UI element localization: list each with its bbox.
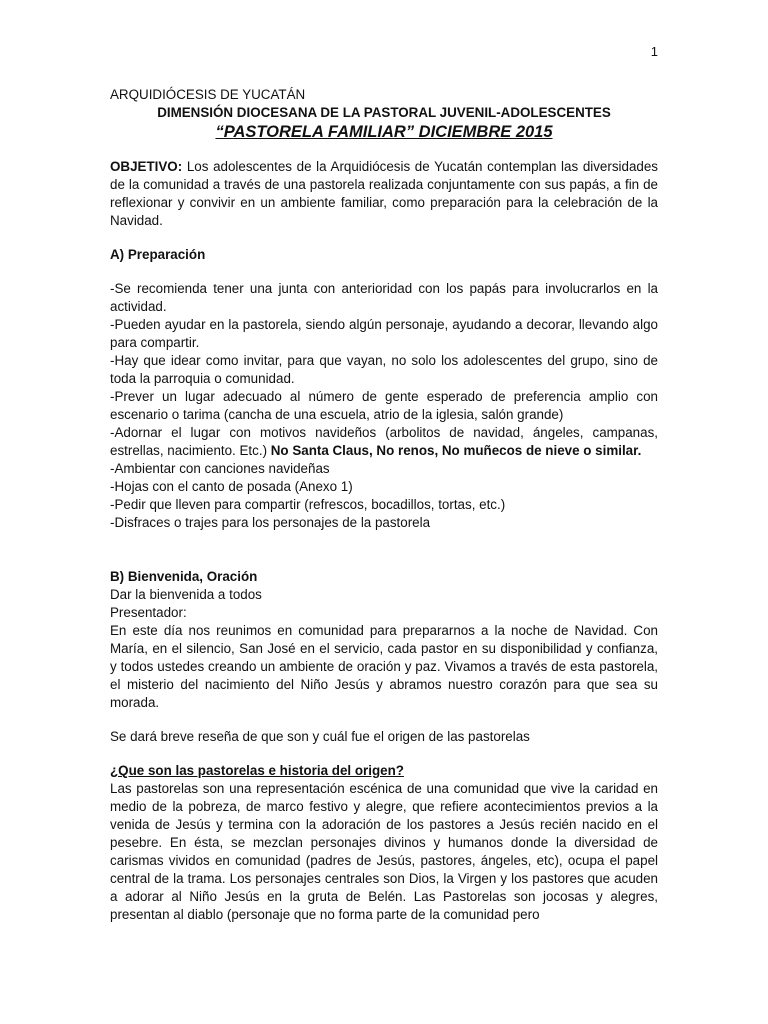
list-item: -Prever un lugar adecuado al número de gente esperado de preferencia amplio con escenario o tarima (cancha de una escuela, atrio de la iglesia, salón grande): [110, 389, 658, 422]
presenter-line: Presentador:: [110, 605, 187, 620]
list-item: -Pueden ayudar en la pastorela, siendo algún personaje, ayudando a decorar, llevando algo para compartir.: [110, 317, 658, 350]
section-b-heading: B) Bienvenida, Oración: [110, 569, 258, 584]
decor-item-bold: No Santa Claus, No renos, No muñecos de nieve o similar.: [270, 443, 642, 458]
welcome-line: Dar la bienvenida a todos: [110, 587, 262, 602]
section-c-heading: ¿Que son las pastorelas e historia del origen?: [110, 763, 404, 778]
objective-text: Los adolescentes de la Arquidiócesis de Yucatán contemplan las diversidades de la comunidad a través de una pastorela realizada conjuntamente con sus papás, a fin de reflexionar y convivir en un ambiente familiar, como preparación para la celebración de la Navidad.: [110, 159, 658, 228]
list-item: -Pedir que lleven para compartir (refrescos, bocadillos, tortas, etc.): [110, 497, 506, 512]
list-item: -Hay que idear como invitar, para que vayan, no solo los adolescentes del grupo, sino de toda la parroquia o comunidad.: [110, 353, 658, 386]
presenter-paragraph: En este día nos reunimos en comunidad para prepararnos a la noche de Navidad. Con María, en el silencio, San José en el servicio, cada pastor en su disponibilidad y confianza, y todos ustedes creando un ambiente de oración y paz. Vivamos a través de esta pastorela, el misterio del nacimiento del Niño Jesús y abramos nuestro corazón para que sea su morada.: [110, 623, 658, 710]
objective-paragraph: [110, 158, 658, 230]
section-a-heading: A) Preparación: [110, 247, 206, 262]
document-body: [110, 86, 658, 924]
list-item: -Hojas con el canto de posada (Anexo 1): [110, 479, 353, 494]
header-dimension: DIMENSIÓN DIOCESANA DE LA PASTORAL JUVENIL-ADOLESCENTES: [157, 105, 611, 120]
decor-item-text: -Adornar el lugar con motivos navideños (arbolitos de navidad, ángeles, campanas, estrellas, nacimiento. Etc.): [110, 425, 658, 458]
list-item: -Disfraces o trajes para los personajes de la pastorela: [110, 515, 431, 530]
objective-label: OBJETIVO:: [110, 159, 183, 174]
list-item: -Se recomienda tener una junta con anterioridad con los papás para involucrarlos en la actividad.: [110, 281, 658, 314]
review-note: Se dará breve reseña de que son y cuál fue el origen de las pastorelas: [110, 729, 530, 744]
header-archdiocese: ARQUIDIÓCESIS DE YUCATÁN: [110, 87, 306, 102]
history-paragraph: Las pastorelas son una representación escénica de una comunidad que vive la caridad en medio de la pobreza, de marco festivo y alegre, que refiere acontecimientos previos a la venida de Jesús y termina con la adoración de los pastores a Jesús recién nacido en el pesebre. En ésta, se mezclan personajes divinos y humanos donde la diversidad de carismas vividos en comunidad (padres de Jesús, pastores, ángeles, etc), ocupa el papel central de la trama. Los personajes centrales son Dios, la Virgen y los pastores que acuden a adorar al Niño Jesús en la gruta de Belén. Las Pastorelas son jocosas y alegres, presentan al diablo (personaje que no forma parte de la comunidad pero: [110, 781, 658, 922]
list-item: -Ambientar con canciones navideñas: [110, 461, 330, 476]
page-number: 1: [650, 44, 658, 59]
document-title: “PASTORELA FAMILIAR” DICIEMBRE 2015: [215, 123, 553, 141]
list-item: [110, 424, 658, 460]
